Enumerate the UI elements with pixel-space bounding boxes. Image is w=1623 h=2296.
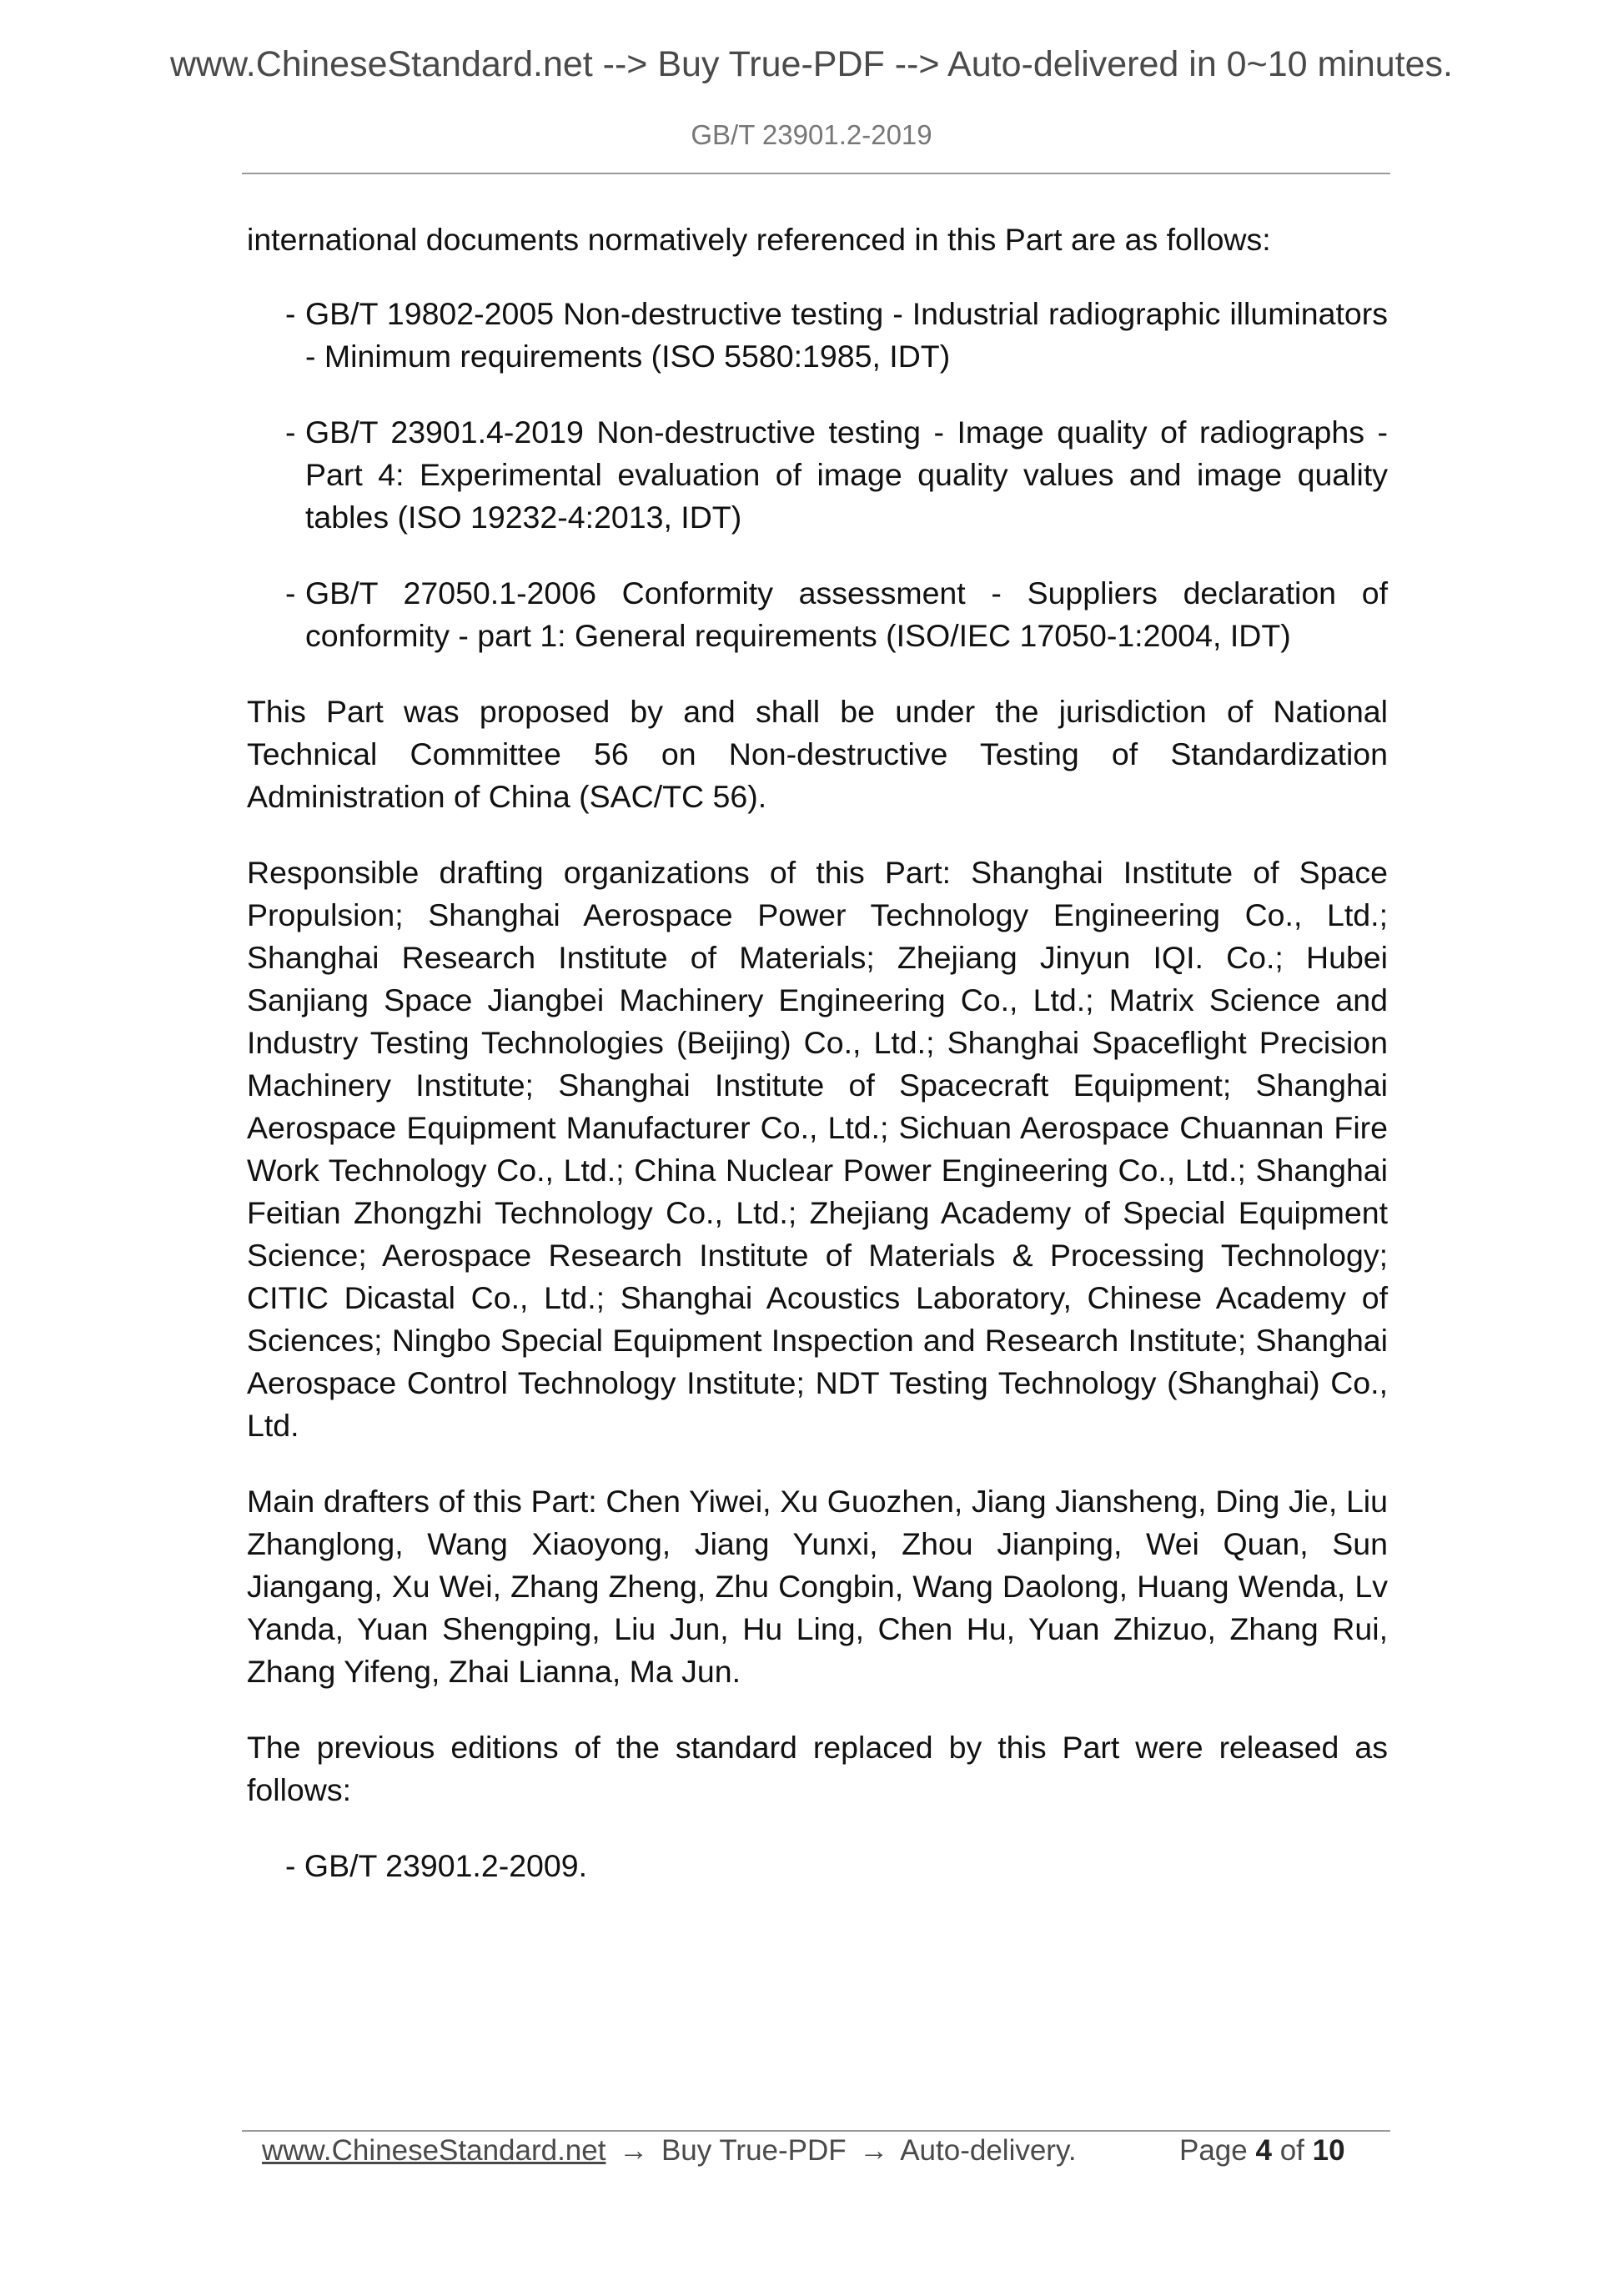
arrow-right-icon: → bbox=[619, 2134, 649, 2167]
footer-site-link[interactable]: www.ChineseStandard.net bbox=[262, 2134, 606, 2167]
reference-text: GB/T 19802-2005 Non-destructive testing - Industrial radiographic illuminators - Minimum requirements (ISO 5580:1985, IDT) bbox=[305, 296, 1388, 374]
reference-text: GB/T 27050.1-2006 Conformity assessment - Suppliers declaration of conformity - part 1: General requirements (ISO/IEC 17050-1:2004, IDT) bbox=[305, 575, 1388, 653]
list-dash: - bbox=[285, 575, 296, 610]
header-divider bbox=[242, 173, 1390, 174]
page-total: 10 bbox=[1312, 2134, 1345, 2167]
reference-item bbox=[247, 293, 1388, 378]
footer-buy-text: Buy True-PDF bbox=[661, 2134, 847, 2167]
of-label: of bbox=[1279, 2134, 1304, 2167]
list-dash: - bbox=[285, 414, 296, 450]
footer-delivery-text: Auto-delivery. bbox=[900, 2134, 1077, 2167]
reference-item bbox=[247, 572, 1388, 657]
footer-links bbox=[262, 2133, 1077, 2168]
footer-divider bbox=[242, 2130, 1390, 2132]
page-content bbox=[247, 219, 1388, 1921]
list-dash: - bbox=[285, 296, 296, 331]
proposed-paragraph: This Part was proposed by and shall be under the jurisdiction of National Technical Committee 56 on Non-destructive Testing of Standardization Administration of China (SAC/TC 56). bbox=[247, 694, 1388, 814]
page-indicator bbox=[1179, 2133, 1345, 2168]
previous-editions-intro: The previous editions of the standard replaced by this Part were released as follows: bbox=[247, 1730, 1388, 1807]
page-number: 4 bbox=[1255, 2134, 1272, 2167]
document-code: GB/T 23901.2-2019 bbox=[691, 119, 932, 150]
organizations-paragraph: Responsible drafting organizations of this Part: Shanghai Institute of Space Propulsion; Shanghai Aerospace Power Technology Engineering Co., Ltd.; Shanghai Research Institute of Materials; Zhejiang Jinyun IQI. Co.; Hubei Sanjiang Space Jiangbei Machinery Engineering Co., Ltd.; Matrix Science and Industry Testing Technologies (Beijing) Co., Ltd.; Shanghai Spaceflight Precision Machinery Institute; Shanghai Institute of Spacecraft Equipment; Shanghai Aerospace Equipment Manufacturer Co., Ltd.; Sichuan Aerospace Chuannan Fire Work Technology Co., Ltd.; China Nuclear Power Engineering Co., Ltd.; Shanghai Feitian Zhongzhi Technology Co., Ltd.; Zhejiang Academy of Special Equipment Science; Aerospace Research Institute of Materials & Processing Technology; CITIC Dicastal Co., Ltd.; Shanghai Acoustics Laboratory, Chinese Academy of Sciences; Ningbo Special Equipment Inspection and Research Institute; Shanghai Aerospace Control Technology Institute; NDT Testing Technology (Shanghai) Co., Ltd. bbox=[247, 855, 1388, 1443]
previous-edition-item: - GB/T 23901.2-2009. bbox=[285, 1848, 588, 1883]
page-label: Page bbox=[1179, 2134, 1248, 2167]
reference-item bbox=[247, 411, 1388, 539]
arrow-right-icon: → bbox=[859, 2134, 889, 2167]
reference-text: GB/T 23901.4-2019 Non-destructive testing - Image quality of radiographs - Part 4: Experimental evaluation of image quality values and image quality tables (ISO 19232-4:2013, IDT) bbox=[305, 414, 1388, 535]
drafters-paragraph: Main drafters of this Part: Chen Yiwei, Xu Guozhen, Jiang Jiansheng, Ding Jie, Liu Zhanglong, Wang Xiaoyong, Jiang Yunxi, Zhou Jianping, Wei Quan, Sun Jiangang, Xu Wei, Zhang Zheng, Zhu Congbin, Wang Daolong, Huang Wenda, Lv Yanda, Yuan Shengping, Liu Jun, Hu Ling, Chen Hu, Yuan Zhizuo, Zhang Rui, Zhang Yifeng, Zhai Lianna, Ma Jun. bbox=[247, 1484, 1388, 1689]
top-banner: www.ChineseStandard.net --> Buy True-PDF --> Auto-delivered in 0~10 minutes. bbox=[169, 44, 1453, 84]
references-intro: international documents normatively referenced in this Part are as follows: bbox=[247, 222, 1271, 257]
